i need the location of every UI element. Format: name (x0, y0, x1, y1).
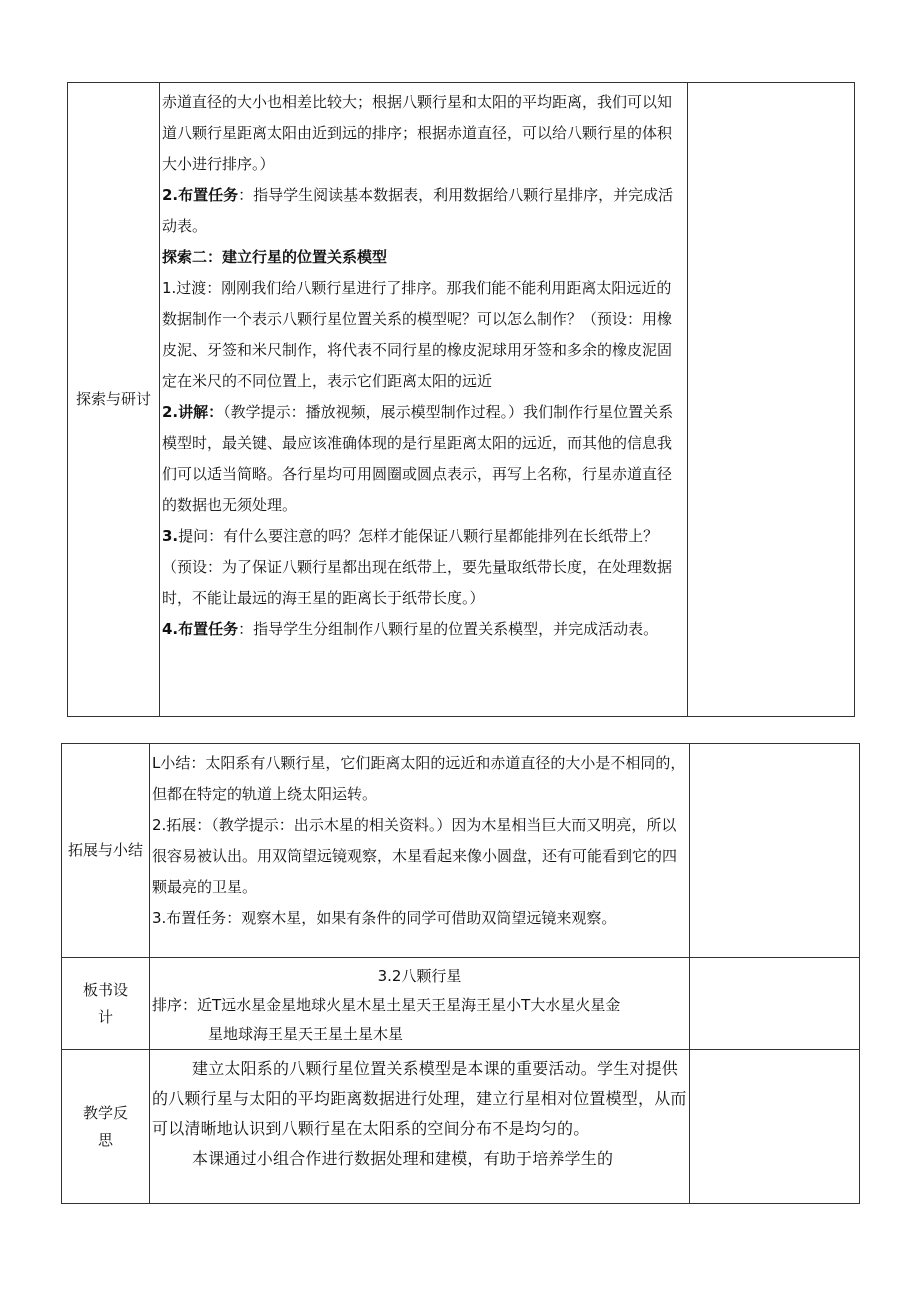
notes-cell (688, 83, 855, 717)
board-line: 星地球海王星天王星土星木星 (208, 1025, 404, 1043)
row-label-extension: 拓展与小结 (62, 744, 150, 958)
paragraph: 3.布置任务：观察木星，如果有条件的同学可借助双筒望远镜来观察。 (152, 909, 617, 927)
section-heading: 探索二：建立行星的位置关系模型 (162, 248, 388, 266)
paragraph: L小结：太阳系有八颗行星，它们距离太阳的远近和赤道直径的大小是不相同的，但都在特定的轨道上绕太阳运转。 (152, 754, 686, 803)
paragraph: 2.讲解：（教学提示：播放视频，展示模型制作过程。）我们制作行星位置关系模型时，最关键、最应该准确体现的是行星距离太阳的远近，而其他的信息我们可以适当简略。各行星均可用圆圈或圆点表示，再写上名称，行星赤道直径的数据也无须处理。 (162, 403, 674, 514)
paragraph: 赤道直径的大小也相差比较大；根据八颗行星和太阳的平均距离，我们可以知道八颗行星距离太阳由近到远的排序；根据赤道直径，可以给八颗行星的体积大小进行排序。） (162, 93, 673, 173)
row-label-board: 板书设计 (62, 958, 150, 1050)
lesson-table-part1 (67, 82, 855, 717)
lesson-table-part2 (61, 743, 860, 1204)
notes-cell (690, 1050, 860, 1204)
notes-cell (690, 958, 860, 1050)
explore-content (160, 83, 688, 717)
notes-cell (690, 744, 860, 958)
row-label-reflection: 教学反思 (62, 1050, 150, 1204)
paragraph: 建立太阳系的八颗行星位置关系模型是本课的重要活动。学生对提供的八颗行星与太阳的平均距离数据进行处理，建立行星相对位置模型，从而可以清晰地认识到八颗行星在太阳系的空间分布不是均匀的。 (152, 1059, 687, 1138)
paragraph: 4.布置任务：指导学生分组制作八颗行星的位置关系模型，并完成活动表。 (162, 620, 659, 638)
board-line: 排序：近T远水星金星地球火星木星土星天王星海王星小T大水星火星金 (152, 996, 621, 1014)
paragraph: 本课通过小组合作进行数据处理和建模，有助于培养学生的 (192, 1149, 614, 1168)
paragraph: 2.拓展：（教学提示：出示木星的相关资料。）因为木星相当巨大而又明亮，所以很容易被认出。用双筒望远镜观察，木星看起来像小圆盘，还有可能看到它的四颗最亮的卫星。 (152, 816, 678, 896)
paragraph: 2.布置任务：指导学生阅读基本数据表，利用数据给八颗行星排序，并完成活动表。 (162, 186, 674, 235)
board-title: 3.2八颗行星 (377, 967, 462, 985)
extension-content (150, 744, 690, 958)
paragraph: 1.过渡：刚刚我们给八颗行星进行了排序。那我们能不能利用距离太阳远近的数据制作一个表示八颗行星位置关系的模型呢？可以怎么制作？（预设：用橡皮泥、牙签和米尺制作，将代表不同行星的橡皮泥球用牙签和多余的橡皮泥固定在米尺的不同位置上，表示它们距离太阳的远近 (162, 279, 673, 390)
board-design-content (150, 958, 690, 1050)
paragraph: 3.提问：有什么要注意的吗？怎样才能保证八颗行星都能排列在长纸带上？（预设：为了保证八颗行星都出现在纸带上，要先量取纸带长度，在处理数据时，不能让最远的海王星的距离长于纸带长度。） (162, 527, 673, 607)
row-label-explore: 探索与研讨 (68, 83, 160, 717)
reflection-content (150, 1050, 690, 1204)
